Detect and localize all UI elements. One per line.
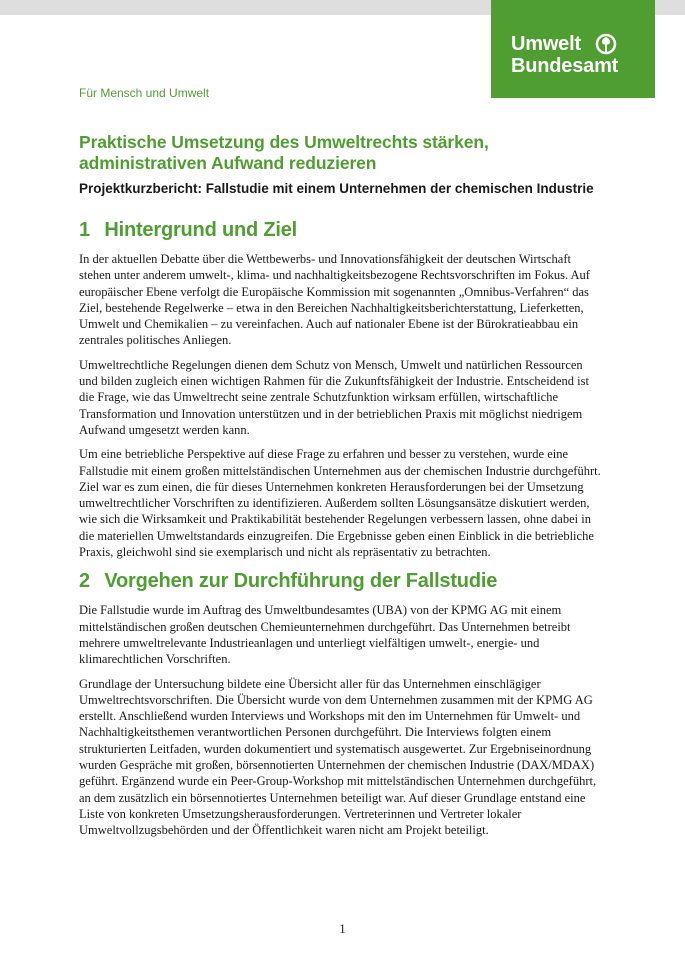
logo-text-line2: Bundesamt [511,55,619,77]
paragraph: Umweltrechtliche Regelungen dienen dem Schutz von Mensch, Umwelt und natürlichen Ressourcen und bilden zugleich einen wichtigen Rahmen für die Zukunftsfähigkeit der Industrie. Entscheidend ist die Frage, wie das Umweltrecht seine zentrale Schutzfunktion wirksam erfüllen, wirtschaftliche Transformation und Innovation unterstützen und in der betrieblichen Praxis mit möglichst niedrigem Aufwand umgesetzt werden kann. [79,357,589,437]
section-heading-1 [79,218,603,242]
section-number: 2 [79,570,90,593]
paragraph: Die Fallstudie wurde im Auftrag des Umweltbundesamtes (UBA) von der KPMG AG mit einem mittelständischen großen deutschen Chemieunternehmen durchgeführt. Das Unternehmen betreibt mehrere umweltrelevante Industrieanlagen und unterliegt vielfältigen umwelt-, energie- und klimarechtlichen Vorschriften. [79,603,571,667]
tree-icon [595,33,617,55]
section-heading-2 [79,569,603,593]
section-title: Hintergrund und Ziel [104,219,298,241]
tagline: Für Mensch und Umwelt [79,86,210,100]
document-body [79,132,603,839]
logo-text-line1: Umwelt [511,33,581,55]
document-title: Praktische Umsetzung des Umweltrechts stärken, administrativen Aufwand reduzieren [79,132,489,173]
section-title: Vorgehen zur Durchführung der Fallstudie [104,570,498,593]
section-number: 1 [79,219,90,241]
paragraph: In der aktuellen Debatte über die Wettbewerbs- und Innovationsfähigkeit der deutschen Wirtschaft stehen unter anderem umwelt-, klima- und nachhaltigkeitsbezogene Rechtsvorschriften im Fokus. Auf europäischer Ebene verfolgt die Europäische Kommission mit sogenannten „Omnibus-Verfahren“ das Ziel, bestehende Regelwerke – etwa in den Bereichen Nachhaltigkeitsberichterstattung, Lieferketten, Umwelt und Chemikalien – zu vereinfachen. Auch auf nationaler Ebene ist der Bürokratieabbau ein zentrales politisches Anliegen. [79,252,590,348]
document-subtitle: Projektkurzbericht: Fallstudie mit einem Unternehmen der chemischen Industrie [79,181,594,196]
uba-logo [491,0,655,98]
paragraph: Um eine betriebliche Perspektive auf diese Frage zu erfahren und besser zu verstehen, wurde eine Fallstudie mit einem großen mittelständischen Unternehmen aus der chemischen Industrie durchgeführt. Ziel war es zum einen, die für dieses Unternehmen konkreten Herausforderungen bei der Umsetzung umweltrechtlicher Vorschriften zu identifizieren. Außerdem sollten Lösungsansätze diskutiert werden, wie sich die Wirksamkeit und Praktikabilität bestehender Regelungen verbessern lassen, ohne dabei in die materiellen Umweltstandards einzugreifen. Die Ergebnisse geben einen Einblick in die betriebliche Praxis, gleichwohl sind sie exemplarisch und nicht als repräsentativ zu betrachten. [79,447,601,560]
page-number: 1 [339,922,346,936]
paragraph: Grundlage der Untersuchung bildete eine Übersicht aller für das Unternehmen einschlägiger Umweltrechtsvorschriften. Die Übersicht wurde von dem Unternehmen zusammen mit der KPMG AG erstellt. Anschließend wurden Interviews und Workshops mit den im Unternehmen für Umwelt- und Nachhaltigkeitsthemen verantwortlichen Personen durchgeführt. Die Interviews folgten einem strukturierten Leitfaden, wurden dokumentiert und systematisch ausgewertet. Zur Ergebniseinordnung wurden Gespräche mit großen, börsennotierten Unternehmen der chemischen Industrie (DAX/MDAX) geführt. Ergänzend wurde ein Peer-Group-Workshop mit mittelständischen Unternehmen durchgeführt, an dem zusätzlich ein börsennotiertes Unternehmen beteiligt war. Auf dieser Grundlage entstand eine Liste von konkreten Umsetzungsherausforderungen. Vertreterinnen und Vertreter lokaler Umweltvollzugsbehörden und der Öffentlichkeit waren nicht am Projekt beteiligt. [79,676,597,838]
